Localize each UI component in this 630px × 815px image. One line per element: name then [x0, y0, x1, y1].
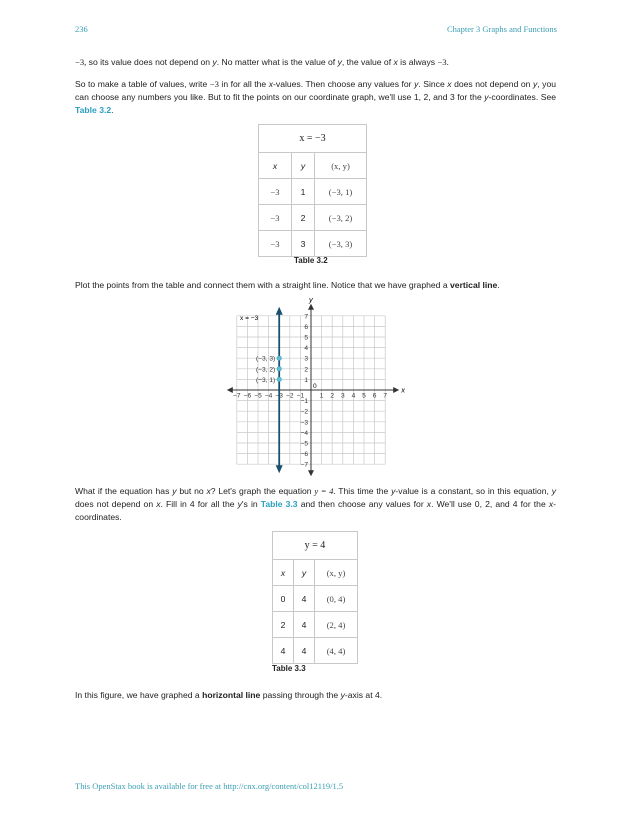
y-tick-label: −2 — [300, 408, 308, 416]
x-tick-label: −2 — [286, 392, 294, 400]
header-y: y — [294, 560, 315, 586]
tick-labels — [233, 313, 387, 468]
table-title: x = −3 — [259, 125, 367, 153]
math-term: −3. — [437, 57, 449, 67]
x-tick-label: −1 — [296, 392, 305, 400]
x-axis-arrow-left — [227, 387, 233, 393]
x-tick-label: −4 — [264, 392, 273, 400]
page-number: 236 — [75, 24, 88, 34]
graph-grid — [237, 316, 388, 464]
table-3-2-caption: Table 3.2 — [294, 256, 328, 265]
x-tick-label: 4 — [351, 392, 356, 400]
y-tick-label: −5 — [300, 440, 308, 448]
data-point — [277, 356, 281, 360]
header-xy: (x, y) — [315, 153, 367, 179]
table-row: 4 4 (4, 4) — [273, 638, 358, 664]
y-tick-label: −3 — [300, 419, 308, 427]
x-tick-label: −7 — [233, 392, 241, 400]
table-row: −3 2 (−3, 2) — [259, 205, 367, 231]
origin-label: 0 — [313, 383, 317, 390]
table-row: −3 1 (−3, 1) — [259, 179, 367, 205]
table-row: 0 4 (0, 4) — [273, 586, 358, 612]
paragraph-2: So to make a table of values, write −3 in for all the x-values. Then choose any values for y. Since x does not depend on y, you can choose any numbers you like. But to fit the points on our coordinate graph, we'll use 1, 2, and 3 for the y-coordinates. See Table 3.2. — [75, 79, 557, 115]
y-tick-label: 5 — [304, 334, 308, 342]
y-axis-arrow-up — [308, 304, 314, 310]
x-tick-label: 3 — [340, 392, 345, 400]
header-y: y — [292, 153, 315, 179]
point-label: (−3, 1) — [255, 376, 276, 384]
paragraph-5: In this figure, we have graphed a horizontal line passing through the y-axis at 4. — [75, 690, 383, 700]
data-point — [277, 367, 281, 371]
data-point — [277, 377, 281, 381]
table-row: 2 4 (2, 4) — [273, 612, 358, 638]
line-arrow-up — [276, 307, 283, 315]
y-tick-label: −6 — [300, 451, 308, 459]
point-label: (−3, 3) — [255, 355, 276, 363]
table-3-2-link[interactable]: Table 3.2 — [75, 105, 112, 115]
table-row: −3 3 (−3, 3) — [259, 231, 367, 257]
x-tick-label: −3 — [275, 392, 283, 400]
math-term: −3, — [75, 57, 87, 67]
y-tick-label: 7 — [304, 313, 308, 321]
table-3-3-caption: Table 3.3 — [272, 664, 306, 673]
y-tick-label: 6 — [304, 323, 308, 331]
footer-attribution: This OpenStax book is available for free at http://cnx.org/content/col12119/1.5 — [75, 781, 344, 791]
x-tick-label: 6 — [372, 392, 377, 400]
y-tick-label: −1 — [300, 398, 308, 406]
x-tick-label: 2 — [330, 392, 335, 400]
x-tick-label: 7 — [383, 392, 388, 400]
header-xy: (x, y) — [315, 560, 358, 586]
y-tick-label: 3 — [304, 355, 308, 363]
x-tick-label: 1 — [319, 392, 324, 400]
paragraph-4: What if the equation has y but no x? Let's graph the equation y = 4. This time the y-value is a constant, so in this equation, y does not depend on x. Fill in 4 for all the y's in Table 3.3 and then choose any values for x. We'll use 0, 2, and 4 for the x-coordinates. — [75, 486, 556, 522]
y-axis-label: y — [309, 294, 313, 304]
table-title: y = 4 — [273, 532, 358, 560]
paragraph-1: −3, so its value does not depend on y. No matter what is the value of y, the value of x is always −3. — [75, 57, 449, 67]
table-3-2 — [258, 124, 367, 257]
paragraph-3: Plot the points from the table and connect them with a straight line. Notice that we have graphed a vertical line. — [75, 280, 500, 290]
x-tick-label: 5 — [362, 392, 366, 400]
y-tick-label: −7 — [300, 461, 308, 469]
graph-axes — [227, 304, 399, 476]
line-equation-label: x = −3 — [239, 315, 259, 323]
y-tick-label: 2 — [304, 366, 308, 374]
table-3-3 — [272, 531, 358, 664]
x-tick-label: −6 — [243, 392, 252, 400]
y-tick-label: 1 — [304, 376, 308, 384]
table-3-3-link[interactable]: Table 3.3 — [260, 499, 298, 509]
header-x: x — [259, 153, 292, 179]
y-axis-arrow-down — [308, 470, 314, 476]
y-tick-label: −4 — [300, 429, 308, 437]
point-label: (−3, 2) — [255, 366, 276, 374]
x-tick-label: −5 — [254, 392, 262, 400]
math-term: y = 4. — [314, 486, 336, 496]
header-x: x — [273, 560, 294, 586]
y-tick-label: 4 — [304, 345, 308, 353]
plotted-points — [256, 356, 281, 384]
chapter-title: Chapter 3 Graphs and Functions — [446, 24, 557, 34]
x-axis-arrow-right — [393, 387, 399, 393]
x-axis-label: x — [401, 385, 405, 395]
line-arrow-down — [276, 465, 283, 473]
